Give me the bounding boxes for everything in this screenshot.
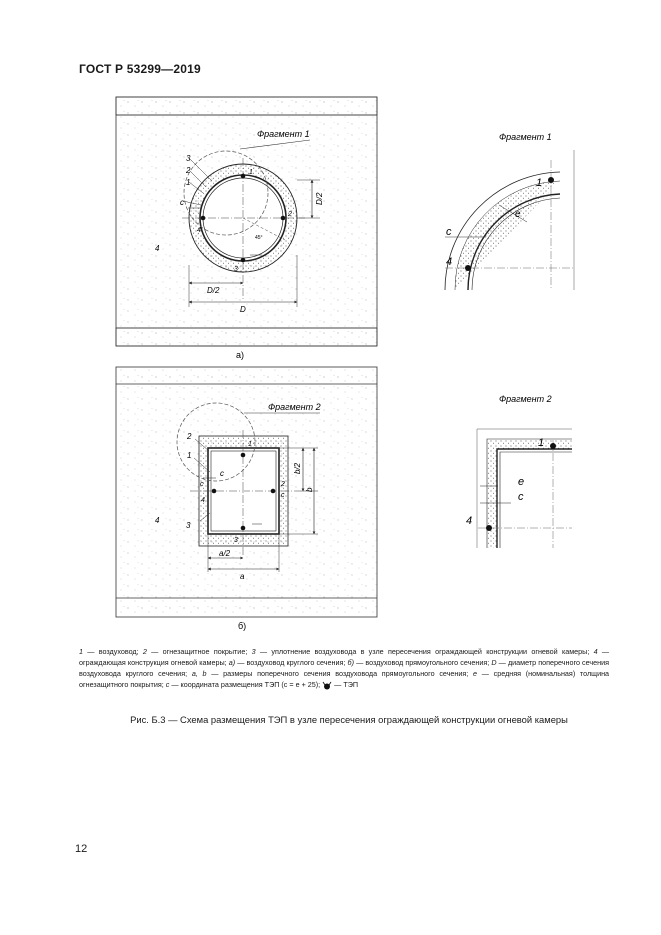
legend-text: диаметр поперечного сечения воздуховода круглого сечения; — [79, 658, 610, 678]
label-4-tep: 4 — [197, 227, 201, 234]
label-1: 1 — [186, 178, 191, 187]
legend-text: уплотнение воздуховода в узле пересечения ограждающей конструкции огневой камеры; — [271, 647, 590, 656]
legend-text: координата размещения ТЭП (c = e + 25); — [180, 680, 321, 689]
legend-key: a, b — [191, 669, 207, 678]
b-label-2-tep: 2 — [281, 481, 285, 488]
legend-key: б) — [347, 658, 354, 667]
b-label-2: 2 — [187, 432, 192, 441]
legend-text: воздуховод; — [98, 647, 139, 656]
legend-key: e — [473, 669, 478, 678]
dim-a: a — [240, 572, 245, 581]
fragment2-detail — [477, 429, 572, 548]
label-3: 3 — [186, 154, 191, 163]
legend-text: средняя (номинальная) толщина огнезащитного покрытия; — [79, 669, 610, 689]
label-4: 4 — [155, 244, 160, 253]
tep-marker — [241, 258, 246, 263]
frag1-label-1: 1 — [536, 177, 543, 189]
tep-marker — [241, 174, 246, 179]
fragment1-detail — [445, 150, 574, 290]
document-header: ГОСТ Р 53299—2019 — [79, 62, 201, 76]
panel-b — [116, 367, 377, 617]
dim-b: b — [305, 487, 314, 492]
label-c: c — [180, 198, 184, 207]
panel-a-label: а) — [236, 350, 245, 360]
frag2-label-e: e — [518, 476, 525, 488]
b-label-c2: c — [200, 481, 204, 488]
label-1-tep: 1 — [249, 169, 253, 176]
frag2-label-1: 1 — [538, 437, 545, 449]
frag2-label-4: 4 — [466, 515, 473, 527]
frag1-label-e: e — [515, 209, 521, 220]
legend-text: воздуховод прямоугольного сечения; — [365, 658, 490, 667]
dim-a-half: a/2 — [219, 549, 231, 558]
label-2: 2 — [186, 166, 191, 175]
tep-legend-text: — ТЭП — [334, 680, 359, 689]
frag1-label-4: 4 — [446, 256, 453, 268]
fragment2-title: Фрагмент 2 — [499, 394, 552, 404]
dim-b-half: b/2 — [293, 462, 302, 474]
tep-marker — [201, 216, 206, 221]
dim-D: D — [240, 305, 246, 314]
tep-icon — [322, 681, 332, 690]
panel-b-label: б) — [238, 621, 247, 631]
legend-key: а) — [228, 658, 236, 667]
dim-D-half-vert: D/2 — [315, 192, 324, 205]
dim-D-half: D/2 — [207, 286, 220, 295]
b-label-3-tep: 3 — [234, 537, 238, 544]
b-label-1-tep: 1 — [248, 441, 252, 448]
legend-key: 3 — [251, 647, 256, 656]
angle-label: 45° — [255, 235, 263, 241]
legend-key: c — [165, 680, 170, 689]
legend-text: огнезащитное покрытие; — [162, 647, 248, 656]
b-label-4-tep: 4 — [201, 497, 205, 504]
fragment1-title: Фрагмент 1 — [499, 132, 552, 142]
page-number: 12 — [75, 843, 88, 855]
b-label-3: 3 — [186, 521, 191, 530]
b-label-1: 1 — [187, 451, 192, 460]
b-label-c3: c — [281, 492, 285, 499]
panel-a — [116, 97, 377, 346]
legend-text: воздуховод круглого сечения; — [246, 658, 346, 667]
frag1-label-c: c — [446, 226, 452, 238]
legend-key: 1 — [79, 647, 83, 656]
label-2-tep: 2 — [288, 211, 292, 218]
tep-marker — [281, 216, 286, 221]
legend-key: 4 — [593, 647, 598, 656]
legend-key: D — [491, 658, 497, 667]
b-label-4: 4 — [155, 516, 160, 525]
fragment1-label: Фрагмент 1 — [257, 129, 310, 139]
b-label-c: c — [220, 469, 224, 478]
legend-key: 2 — [142, 647, 147, 656]
fragment2-label: Фрагмент 2 — [268, 402, 321, 412]
frag2-label-c: c — [518, 491, 524, 503]
figure-legend: 1 — воздуховод; 2 — огнезащитное покрытие; 3 — уплотнение воздуховода в узле пересечения ограждающей конструкции огневой камеры; 4 — ограждающая конструкция огневой камеры; а) — воздуховод круглого сечения; б) — воздуховод прямоугольного сечения; D — диаметр поперечного сечения воздуховода круглого сечения; a, b — размеры поперечного сечения воздуховода прямоугольного сечения; e — средняя (номинальная) толщина огнезащитного покрытия; c — координата размещения ТЭП (c = e + 25); — ТЭП — [79, 647, 610, 689]
label-3-tep: 3 — [234, 266, 238, 273]
legend-text: размеры поперечного сечения воздуховода прямоугольного сечения; — [223, 669, 469, 678]
legend-text: ограждающая конструкция огневой камеры; — [79, 658, 227, 667]
figure-caption: Рис. Б.3 — Схема размещения ТЭП в узле пересечения ограждающей конструкции огневой камеры — [130, 714, 568, 725]
